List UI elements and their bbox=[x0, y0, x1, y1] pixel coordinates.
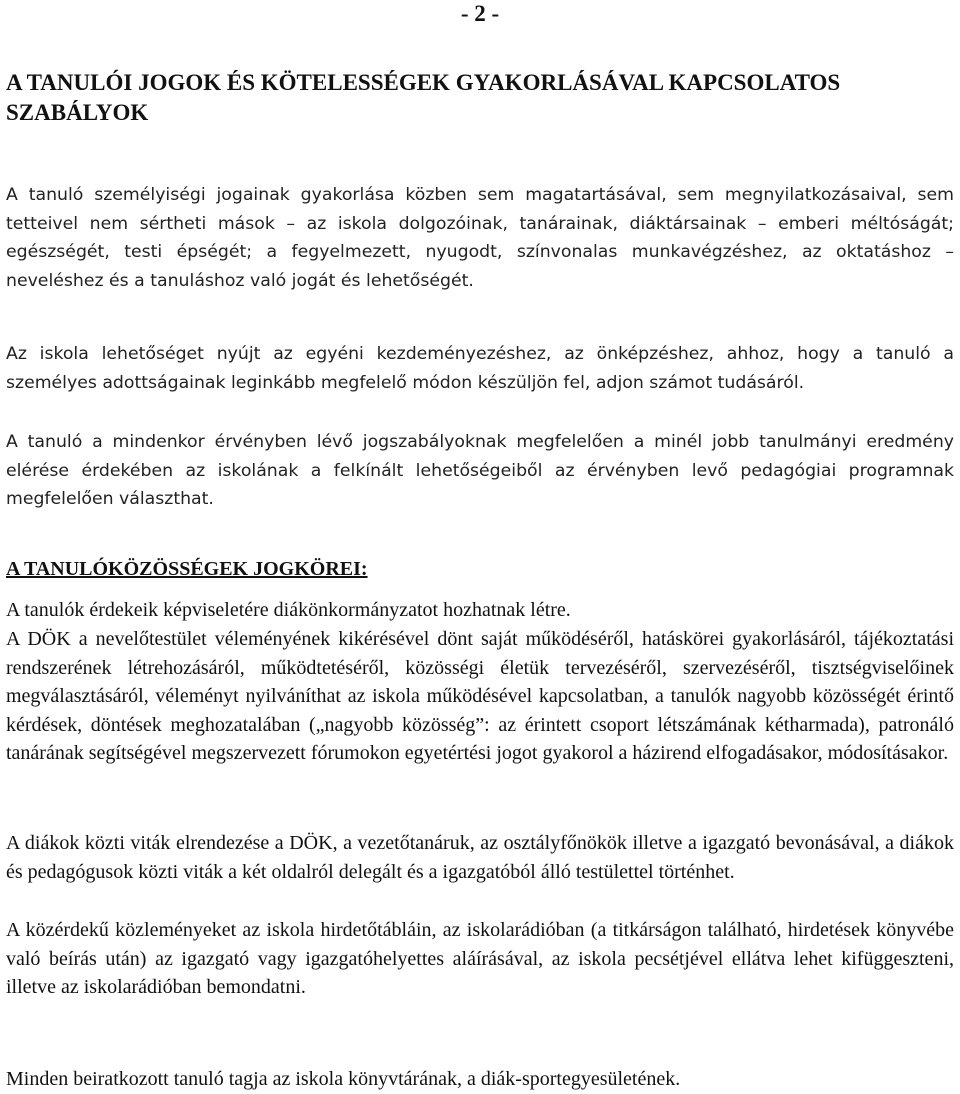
page-title: A TANULÓI JOGOK ÉS KÖTELESSÉGEK GYAKORLÁSÁVAL KAPCSOLATOS SZABÁLYOK bbox=[6, 70, 841, 125]
paragraph-library-membership: Minden beiratkozott tanuló tagja az iskola könyvtárának, a diák-sportegyesületének. bbox=[6, 1068, 681, 1090]
paragraph-personal-rights: A tanuló személyiségi jogainak gyakorlása közben sem magatartásával, sem megnyilatkozásaival, sem tetteivel nem sértheti mások – az iskola dolgozóinak, tanárainak, diáktársainak – emberi méltóságát; egészségét, testi épségét; a fegyelmezett, nyugodt, színvonalas munkavégzéshez, az oktatáshoz – neveléshez és a tanuláshoz való jogát és lehetőségét. bbox=[6, 185, 954, 291]
paragraph-self-education: Az iskola lehetőséget nyújt az egyéni kezdeményezéshez, az önképzéshez, ahhoz, hogy a tanuló a személyes adottságainak leginkább megfelelő módon készüljön fel, adjon számot tudásáról. bbox=[6, 344, 954, 393]
paragraph-dispute-resolution: A diákok közti viták elrendezése a DÖK, a vezetőtanáruk, az osztályfőnökök illetve a igazgató bevonásával, a diákok és pedagógusok közti viták a két oldalról delegált és a igazgatóból álló testülettel történhet. bbox=[6, 832, 954, 883]
section-heading: A TANULÓKÖZÖSSÉGEK JOGKÖREI: bbox=[6, 558, 368, 580]
paragraph-program-choice: A tanuló a mindenkor érvényben lévő jogszabályoknak megfelelően a minél jobb tanulmányi eredmény elérése érdekében az iskolának a felkínált lehetőségeiből az érvényben levő pedagógiai programnak megfelelően választhat. bbox=[6, 432, 954, 510]
paragraph-dok-rights: A DÖK a nevelőtestület véleményének kikérésével dönt saját működéséről, hatáskörei gyakorlásáról, tájékoztatási rendszerének létrehozásáról, működtetéséről, közösségi életük tervezéséről, szervezéséről, tisztségviselőinek megválasztásáról, véleményt nyilváníthat az iskola működésével kapcsolatban, a tanulók nagyobb közösségét érintő kérdések, döntések meghozatalában („nagyobb közösség”: az érintett csoport létszámának kétharmada), patronáló tanárának segítségével megszervezett fórumokon egyetértési jogot gyakorol a házirend elfogadásakor, módosításakor. bbox=[6, 628, 954, 764]
paragraph-public-notices: A közérdekű közleményeket az iskola hirdetőtábláin, az iskolarádióban (a titkárságon található, hirdetések könyvébe való beírás után) az igazgató vagy igazgatóhelyettes aláírásával, az iskola pecsétjével ellátva lehet kifüggeszteni, illetve az iskolarádióban bemondatni. bbox=[6, 919, 954, 998]
paragraph-student-government: A tanulók érdekeik képviseletére diákönkormányzatot hozhatnak létre. bbox=[6, 599, 571, 621]
page-number: - 2 - bbox=[460, 1, 500, 26]
